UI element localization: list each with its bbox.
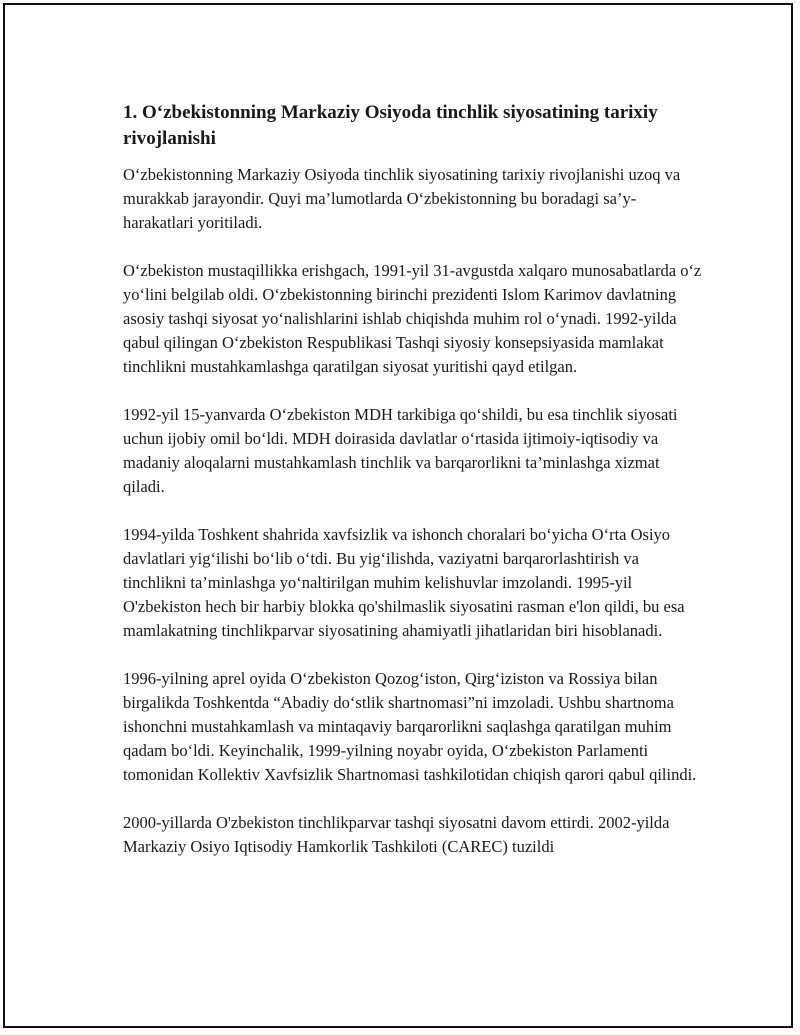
paragraph-2000s: 2000-yillarda O'zbekiston tinchlikparvar tashqi siyosatni davom ettirdi. 2002-yilda Markaziy Osiyo Iqtisodiy Hamkorlik Tashkiloti (CAREC) tuzildi	[123, 813, 670, 856]
document-page	[3, 3, 793, 1028]
paragraph-intro: O‘zbekistonning Markaziy Osiyoda tinchlik siyosatining tarixiy rivojlanishi uzoq va murakkab jarayondir. Quyi ma’lumotlarda O‘zbekistonning bu boradagi sa’y-harakatlari yoritiladi.	[123, 165, 681, 232]
document-body	[123, 100, 703, 883]
paragraph-1996-treaty: 1996-yilning aprel oyida O‘zbekiston Qozog‘iston, Qirg‘iziston va Rossiya bilan birgalikda Toshkentda “Abadiy do‘stlik shartnomasi”ni imzoladi. Ushbu shartnoma ishonchni mustahkamlash va mintaqaviy barqarorlikni saqlashga qaratilgan muhim qadam bo‘ldi. Keyinchalik, 1999-yilning noyabr oyida, O‘zbekiston Parlamenti tomonidan Kollektiv Xavfsizlik Shartnomasi tashkilotidan chiqish qarori qabul qilindi.	[123, 669, 697, 784]
section-title: 1. O‘zbekistonning Markaziy Osiyoda tinchlik siyosatining tarixiy rivojlanishi	[123, 102, 658, 149]
paragraph-independence: O‘zbekiston mustaqillikka erishgach, 1991-yil 31-avgustda xalqaro munosabatlarda o‘z yo‘lini belgilab oldi. O‘zbekistonning birinchi prezidenti Islom Karimov davlatning asosiy tashqi siyosat yo‘nalishlarini ishlab chiqishda muhim rol o‘ynadi. 1992-yilda qabul qilingan O‘zbekiston Respublikasi Tashqi siyosiy konsepsiyasida mamlakat tinchlikni mustahkamlashga qaratilgan siyosat yuritishi qayd etilgan.	[123, 261, 702, 376]
paragraph-1994-meeting: 1994-yilda Toshkent shahrida xavfsizlik va ishonch choralari bo‘yicha O‘rta Osiyo davlatlari yig‘ilishi bo‘lib o‘tdi. Bu yig‘ilishda, vaziyatni barqarorlashtirish va tinchlikni ta’minlashga yo‘naltirilgan muhim kelishuvlar imzolandi. 1995-yil O'zbekiston hech bir harbiy blokka qo'shilmaslik siyosatini rasman e'lon qildi, bu esa mamlakatning tinchlikparvar siyosatining ahamiyatli jihatlaridan biri hisoblanadi.	[123, 525, 685, 640]
paragraph-cis: 1992-yil 15-yanvarda O‘zbekiston MDH tarkibiga qo‘shildi, bu esa tinchlik siyosati uchun ijobiy omil bo‘ldi. MDH doirasida davlatlar o‘rtasida ijtimoiy-iqtisodiy va madaniy aloqalarni mustahkamlash tinchlik va barqarorlikni ta’minlashga xizmat qiladi.	[123, 405, 678, 496]
